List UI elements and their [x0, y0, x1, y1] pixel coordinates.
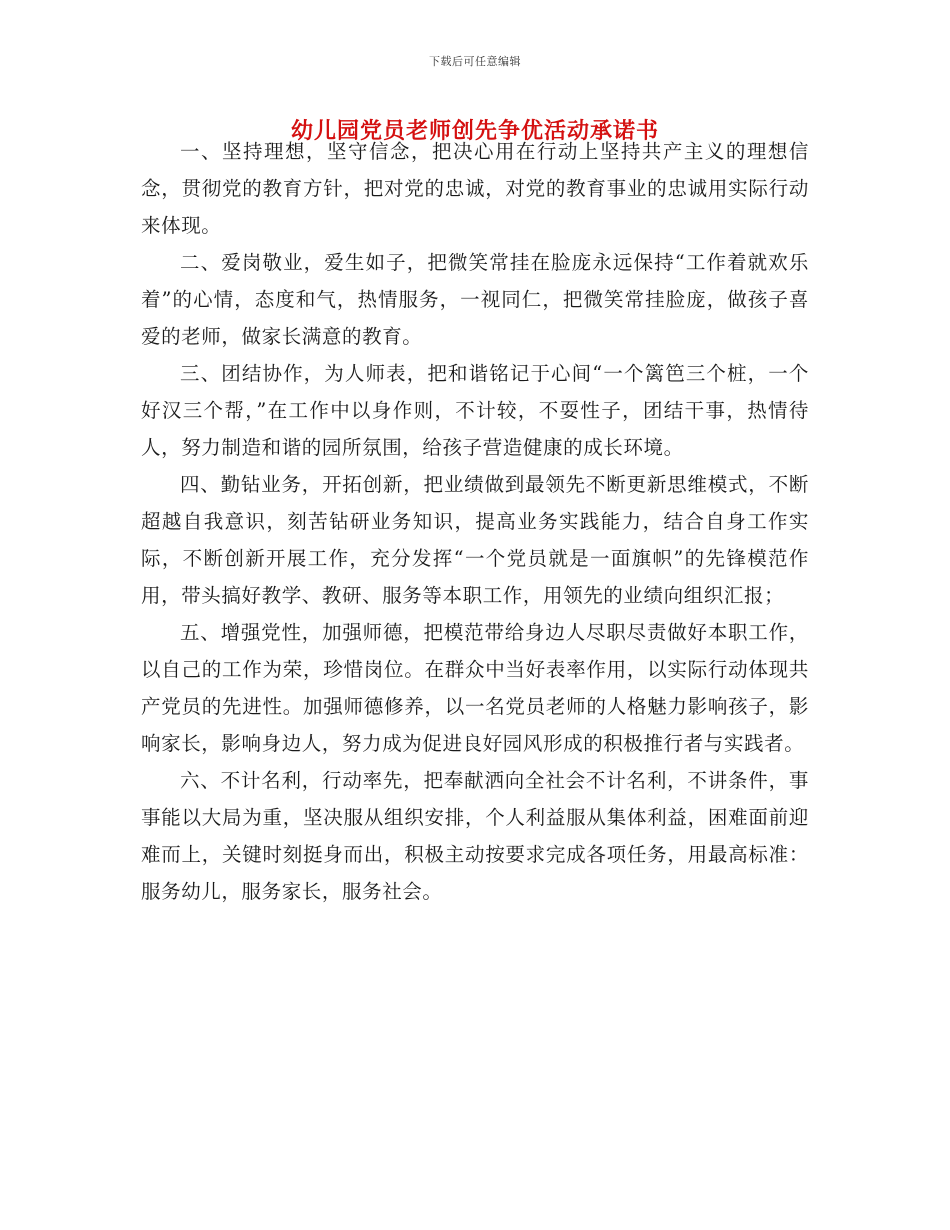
paragraph-1: 一、坚持理想，坚守信念，把决心用在行动上坚持共产主义的理想信念，贯彻党的教育方针，把对党的忠诚，对党的教育事业的忠诚用实际行动来体现。: [141, 140, 809, 237]
paragraph-6: 六、不计名利，行动率先，把奉献洒向全社会不计名利，不讲条件，事事能以大局为重，坚决服从组织安排，个人利益服从集体利益，困难面前迎难而上，关键时刻挺身而出，积极主动按要求完成各项任务，用最高标准：服务幼儿，服务家长，服务社会。: [141, 769, 809, 903]
header-note: 下载后可任意编辑: [429, 55, 521, 68]
paragraph-3: 三、团结协作，为人师表，把和谐铭记于心间“一个篱笆三个桩，一个好汉三个帮，”在工作中以身作则，不计较，不耍性子，团结干事，热情待人，努力制造和谐的园所氛围，给孩子营造健康的成长环境。: [141, 362, 809, 459]
paragraph-2: 二、爱岗敬业，爱生如子，把微笑常挂在脸庞永远保持“工作着就欢乐着”的心情，态度和气，热情服务，一视同仁，把微笑常挂脸庞，做孩子喜爱的老师，做家长满意的教育。: [141, 251, 809, 348]
paragraph-5: 五、增强党性，加强师德，把模范带给身边人尽职尽责做好本职工作，以自己的工作为荣，珍惜岗位。在群众中当好表率作用，以实际行动体现共产党员的先进性。加强师德修养，以一名党员老师的人格魅力影响孩子，影响家长，影响身边人，努力成为促进良好园风形成的积极推行者与实践者。: [141, 621, 809, 755]
paragraph-4: 四、勤钻业务，开拓创新，把业绩做到最领先不断更新思维模式，不断超越自我意识，刻苦钻研业务知识，提高业务实践能力，结合自身工作实际，不断创新开展工作，充分发挥“一个党员就是一面旗帜”的先锋模范作用，带头搞好教学、教研、服务等本职工作，用领先的业绩向组织汇报；: [141, 473, 809, 607]
document-title: 幼儿园党员老师创先争优活动承诺书: [290, 118, 659, 144]
document-body: [141, 133, 809, 910]
